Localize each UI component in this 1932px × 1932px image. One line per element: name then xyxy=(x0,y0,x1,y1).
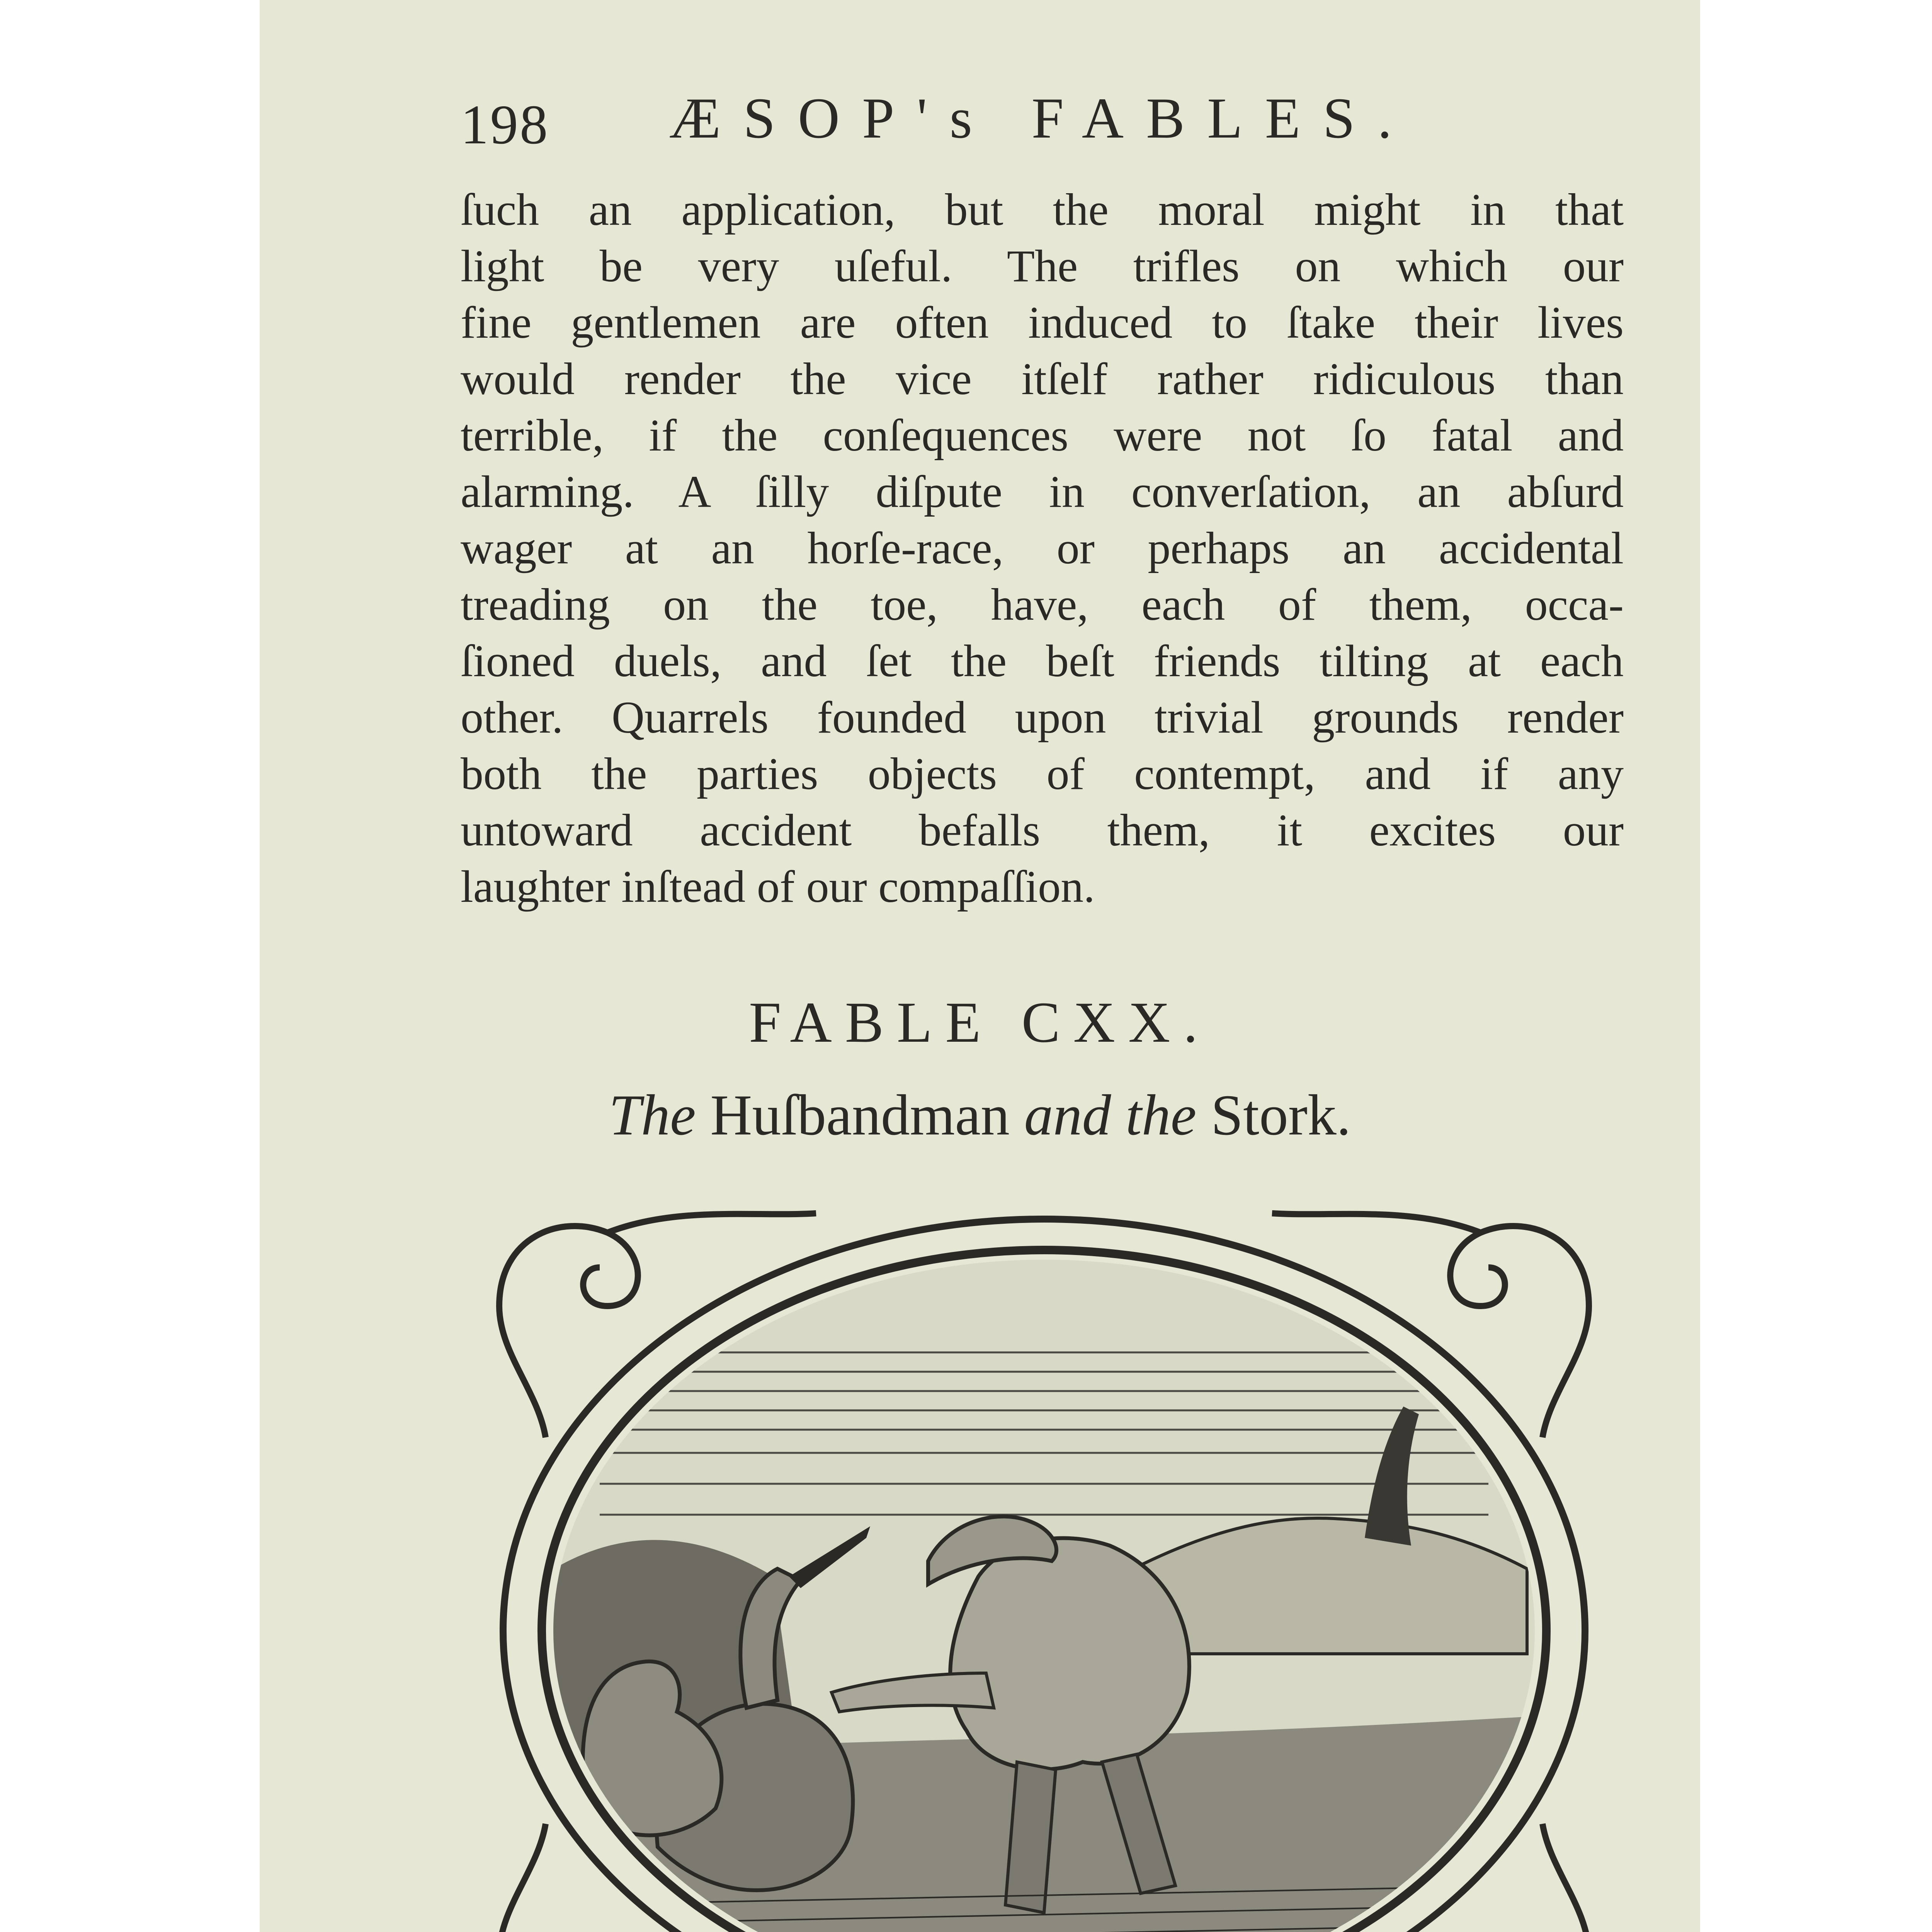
text-line: ſuch an application, but the moral might in that xyxy=(461,184,1624,235)
woodcut-illustration xyxy=(484,1190,1604,1932)
subtitle-husbandman: Huſbandman xyxy=(710,1083,1010,1147)
subtitle-stork: Stork. xyxy=(1211,1083,1351,1147)
text-line: alarming. A ſilly diſpute in converſation, an abſurd xyxy=(461,466,1624,517)
text-line: terrible, if the conſequences were not ſo fatal and xyxy=(461,410,1624,461)
text-line: untoward accident befalls them, it excites our xyxy=(461,805,1624,855)
text-line: other. Quarrels founded upon trivial grounds render xyxy=(461,692,1624,743)
text-line: both the parties objects of contempt, and if any xyxy=(461,748,1624,799)
text-line: wager at an horſe-race, or perhaps an accidental xyxy=(461,523,1624,573)
subtitle-and-the: and the xyxy=(1010,1083,1211,1147)
text-line: laughter inſtead of our compaſſion. xyxy=(461,861,1095,912)
text-line: treading on the toe, have, each of them, occa- xyxy=(461,579,1624,630)
page-number: 198 xyxy=(461,94,549,156)
running-title: ÆSOP's FABLES. xyxy=(669,86,1415,150)
text-line: light be very uſeful. The trifles on which our xyxy=(461,241,1624,291)
fable-heading: FABLE CXX. xyxy=(749,990,1211,1054)
fable-subtitle xyxy=(260,1082,1700,1148)
text-line: would render the vice itſelf rather ridiculous than xyxy=(461,354,1624,404)
subtitle-the: The xyxy=(609,1083,711,1147)
text-line: fine gentlemen are often induced to ſtake their lives xyxy=(461,297,1624,348)
preceding-text xyxy=(461,182,1624,915)
book-page xyxy=(260,0,1700,1932)
husbandman-body xyxy=(950,1538,1189,1770)
text-line: ſioned duels, and ſet the beſt friends tilting at each xyxy=(461,636,1624,686)
page-content xyxy=(260,0,1700,1932)
running-head xyxy=(461,81,1504,178)
